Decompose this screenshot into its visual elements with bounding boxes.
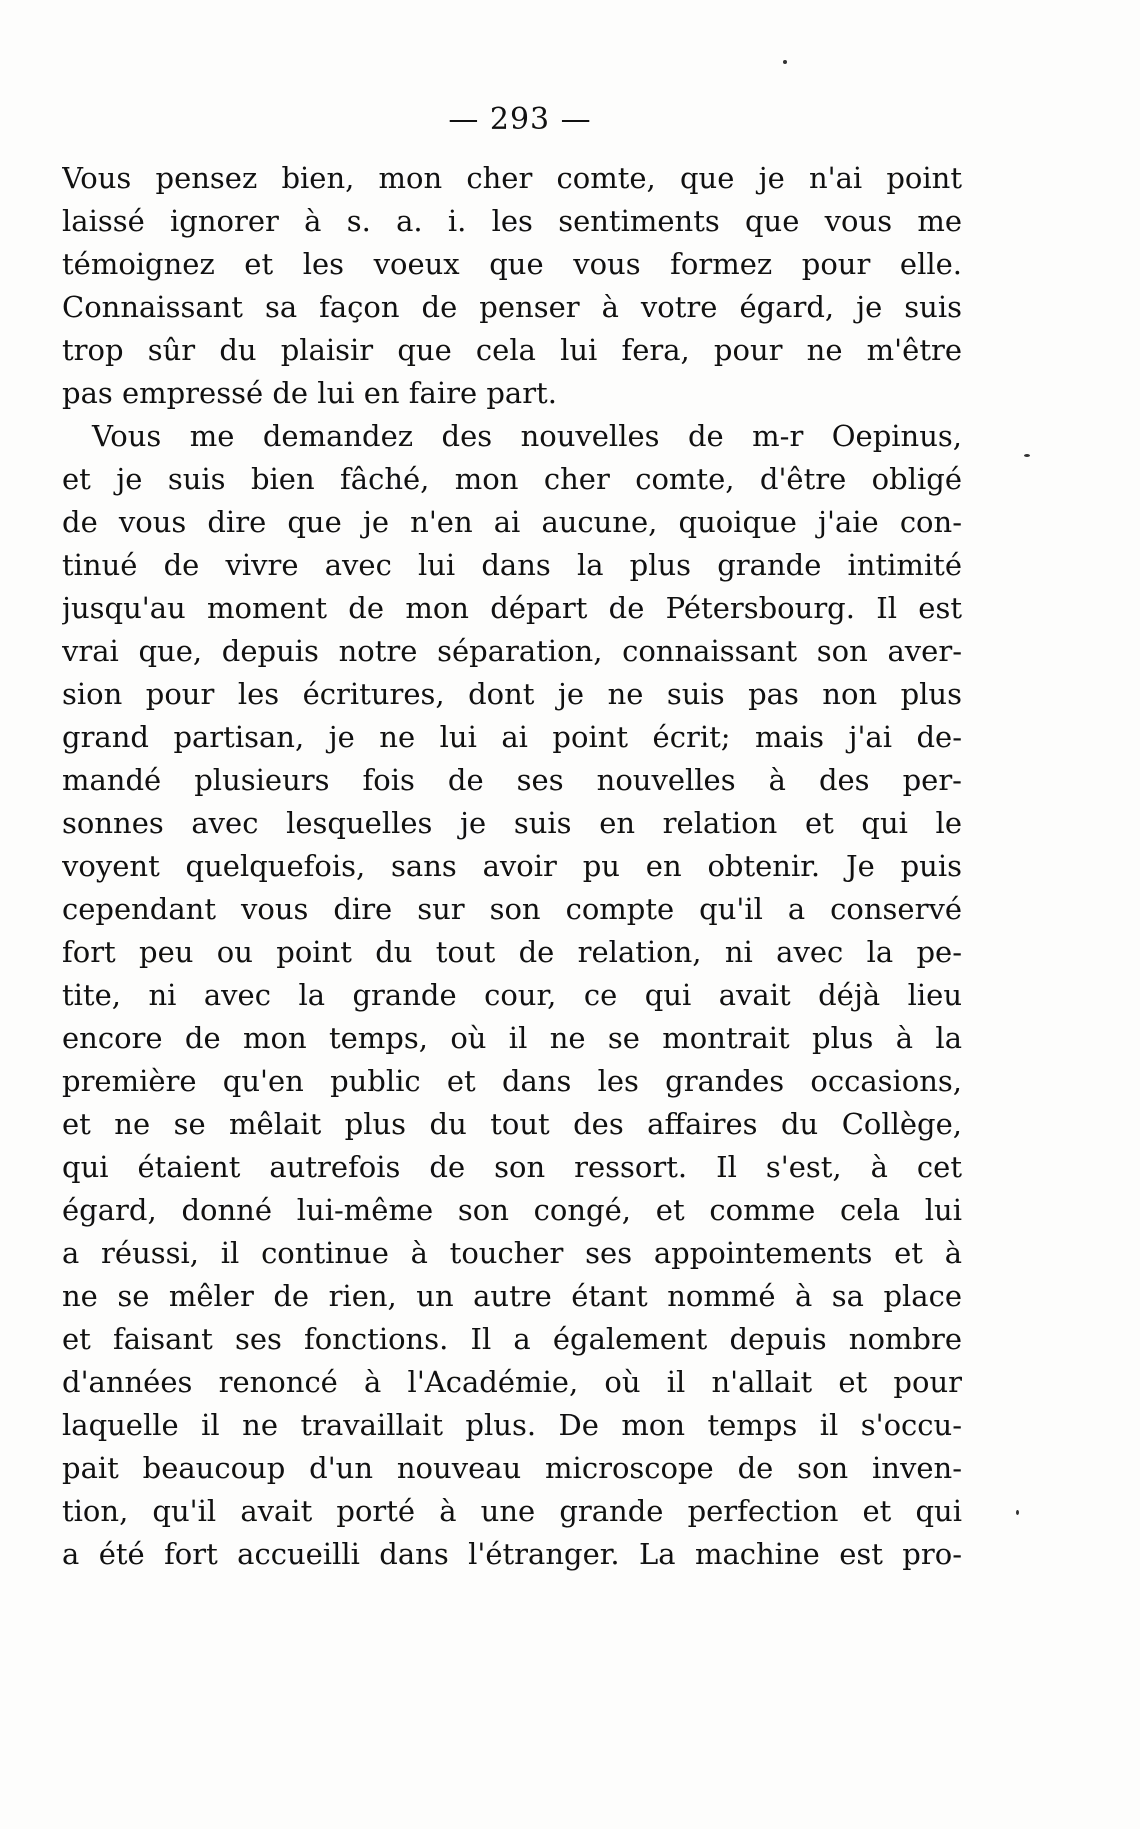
text-line: pait beaucoup d'un nouveau microscope de son inven-	[62, 1451, 962, 1485]
text-line: vrai que, depuis notre séparation, connaissant son aver-	[62, 634, 962, 668]
page-number: — 293 —	[448, 102, 592, 137]
text-line: voyent quelquefois, sans avoir pu en obtenir. Je puis	[62, 849, 962, 883]
text-line: témoignez et les voeux que vous formez pour elle.	[62, 247, 962, 281]
text-line: tinué de vivre avec lui dans la plus grande intimité	[62, 548, 962, 582]
text-line: et je suis bien fâché, mon cher comte, d'être obligé	[62, 462, 962, 496]
text-line: et faisant ses fonctions. Il a également depuis nombre	[62, 1322, 962, 1356]
text-line: sion pour les écritures, dont je ne suis pas non plus	[62, 677, 962, 711]
text-line: laissé ignorer à s. a. i. les sentiments que vous me	[62, 204, 962, 238]
text-line: trop sûr du plaisir que cela lui fera, pour ne m'être	[62, 333, 962, 367]
body-text	[62, 157, 962, 1576]
text-line: pas empressé de lui en faire part.	[62, 376, 557, 410]
text-line: et ne se mêlait plus du tout des affaires du Collège,	[62, 1107, 962, 1141]
text-line: Vous me demandez des nouvelles de m-r Oepinus,	[92, 419, 962, 453]
text-line: égard, donné lui-même son congé, et comme cela lui	[62, 1193, 962, 1227]
text-line: laquelle il ne travaillait plus. De mon temps il s'occu-	[62, 1408, 962, 1442]
text-line: a été fort accueilli dans l'étranger. La machine est pro-	[62, 1537, 962, 1571]
ink-speck	[783, 60, 787, 64]
text-line: jusqu'au moment de mon départ de Pétersbourg. Il est	[62, 591, 962, 625]
text-line: de vous dire que je n'en ai aucune, quoique j'aie con-	[62, 505, 962, 539]
text-line: cependant vous dire sur son compte qu'il a conservé	[62, 892, 962, 926]
text-line: d'années renoncé à l'Académie, où il n'allait et pour	[62, 1365, 962, 1399]
text-line: Vous pensez bien, mon cher comte, que je n'ai point	[62, 161, 962, 195]
text-line: ne se mêler de rien, un autre étant nommé à sa place	[62, 1279, 962, 1313]
ink-speck	[1016, 1510, 1019, 1515]
ink-speck	[1024, 454, 1030, 457]
text-line: Connaissant sa façon de penser à votre égard, je suis	[62, 290, 962, 324]
text-line: a réussi, il continue à toucher ses appointements et à	[62, 1236, 962, 1270]
text-line: sonnes avec lesquelles je suis en relation et qui le	[62, 806, 962, 840]
text-line: qui étaient autrefois de son ressort. Il s'est, à cet	[62, 1150, 962, 1184]
text-line: encore de mon temps, où il ne se montrait plus à la	[62, 1021, 962, 1055]
text-line: tite, ni avec la grande cour, ce qui avait déjà lieu	[62, 978, 962, 1012]
text-line: mandé plusieurs fois de ses nouvelles à des per-	[62, 763, 962, 797]
text-line: première qu'en public et dans les grandes occasions,	[62, 1064, 962, 1098]
text-line: grand partisan, je ne lui ai point écrit; mais j'ai de-	[62, 720, 962, 754]
text-line: tion, qu'il avait porté à une grande perfection et qui	[62, 1494, 962, 1528]
text-line: fort peu ou point du tout de relation, ni avec la pe-	[62, 935, 962, 969]
